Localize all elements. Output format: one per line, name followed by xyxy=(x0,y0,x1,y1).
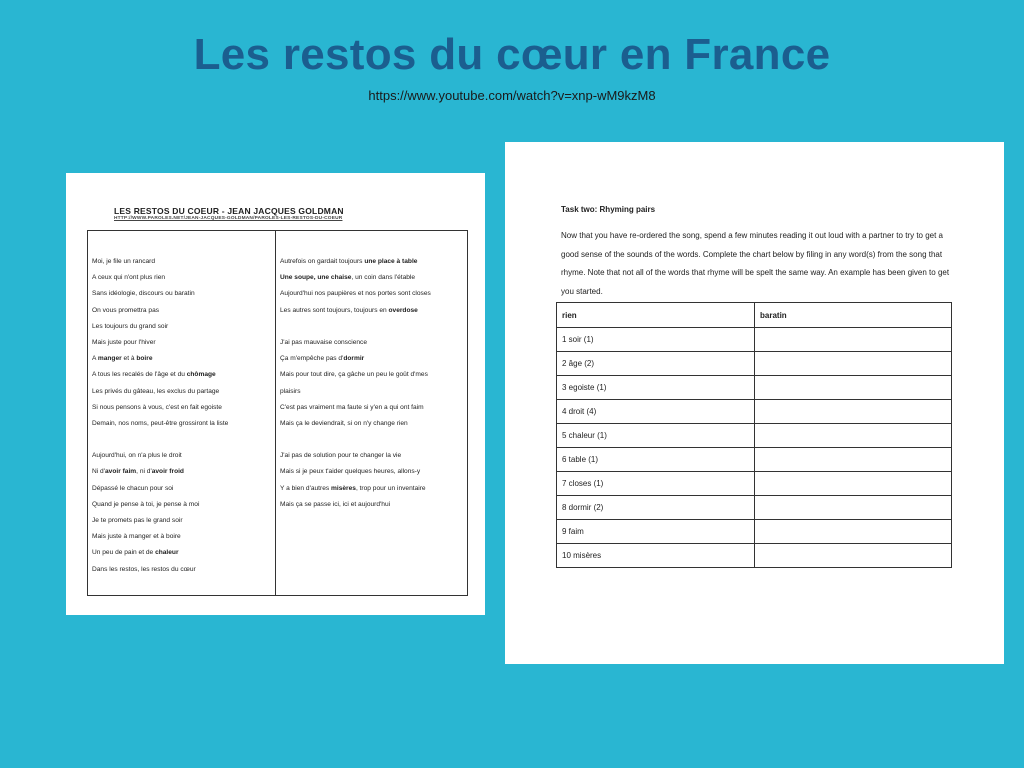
lyric-line: Y a bien d'autres misères, trop pour un inventaire xyxy=(280,484,426,492)
slide-title: Les restos du cœur en France xyxy=(193,30,831,79)
word-cell: 5 chaleur (1) xyxy=(557,424,755,448)
lyric-line: Dans les restos, les restos du cœur xyxy=(92,565,196,573)
answer-cell[interactable] xyxy=(755,352,952,376)
lyric-line: Un peu de pain et de chaleur xyxy=(92,549,179,557)
table-row xyxy=(557,424,952,448)
word-cell: 6 table (1) xyxy=(557,448,755,472)
answer-cell[interactable] xyxy=(755,328,952,352)
word-cell: 4 droit (4) xyxy=(557,400,755,424)
lyric-line: J'ai pas de solution pour te changer la vie xyxy=(280,452,402,460)
word-cell: 1 soir (1) xyxy=(557,328,755,352)
column-divider xyxy=(275,231,276,595)
table-row xyxy=(557,496,952,520)
stanza-gap xyxy=(280,435,466,451)
lyric-line: J'ai pas mauvaise conscience xyxy=(280,338,368,346)
lyric-line: Ça m'empêche pas d'dormir xyxy=(280,355,365,363)
lyric-line: Aujourd'hui, on n'a plus le droit xyxy=(92,452,182,460)
lyric-line: A ceux qui n'ont plus rien xyxy=(92,274,166,282)
lyric-line: Une soupe, une chaise, un coin dans l'étable xyxy=(280,274,416,282)
table-row xyxy=(557,448,952,472)
lyric-line: Si nous pensons à vous, c'est en fait egoiste xyxy=(92,403,222,411)
table-row xyxy=(557,328,952,352)
lyric-line: Sans idéologie, discours ou baratin xyxy=(92,290,195,298)
answer-cell[interactable] xyxy=(755,448,952,472)
lyric-line: Mais ça se passe ici, ici et aujourd'hui xyxy=(280,500,391,508)
word-cell: 10 misères xyxy=(557,544,755,568)
rhyme-table xyxy=(556,302,952,568)
lyric-line: Les privés du gâteau, les exclus du partage xyxy=(92,387,220,395)
table-row xyxy=(557,472,952,496)
lyrics-column-right xyxy=(280,257,466,516)
lyric-line: Mais pour tout dire, ça gâche un peu le goût d'mes xyxy=(280,371,428,379)
lyric-line: Aujourd'hui nos paupières et nos portes sont closes xyxy=(280,290,431,298)
lyric-line: Dépassé le chacun pour soi xyxy=(92,484,174,492)
lyrics-link[interactable]: HTTP://WWW.PAROLES.NET/JEAN-JACQUES-GOLDMAN/PAROLES-LES-RESTOS-DU-COEUR xyxy=(114,216,343,221)
table-header-row xyxy=(557,303,952,328)
lyric-line: A manger et à boire xyxy=(92,355,153,363)
lyric-line: Mais juste à manger et à boire xyxy=(92,533,181,541)
word-cell: 7 closes (1) xyxy=(557,472,755,496)
lyric-line: On vous promettra pas xyxy=(92,306,160,314)
lyric-line: Demain, nos noms, peut-être grossiront la liste xyxy=(92,419,229,427)
answer-cell[interactable] xyxy=(755,376,952,400)
lyric-line: Je te promets pas le grand soir xyxy=(92,517,183,524)
lyric-line: Autrefois on gardait toujours une place à table xyxy=(280,258,418,265)
lyric-line: Les autres sont toujours, toujours en overdose xyxy=(280,306,418,314)
lyric-line: Ni d'avoir faim, ni d'avoir froid xyxy=(92,468,184,476)
lyric-line: Mais si je peux t'aider quelques heures, allons-y xyxy=(280,468,421,476)
stanza-gap xyxy=(280,322,466,338)
answer-cell[interactable] xyxy=(755,424,952,448)
stanza-gap xyxy=(92,435,274,451)
word-cell: 8 dormir (2) xyxy=(557,496,755,520)
word-cell: 3 egoiste (1) xyxy=(557,376,755,400)
answer-cell[interactable] xyxy=(755,400,952,424)
task-instructions: Now that you have re-ordered the song, spend a few minutes reading it out loud with a partner to try to get a good sense of the sounds of the words. Complete the chart below by filing in any word(s) from the song that rhyme. Note that not all of the words that rhyme will be spelt the same way. An example has been given to get you started. xyxy=(561,231,950,296)
word-cell: 9 faim xyxy=(557,520,755,544)
table-row xyxy=(557,400,952,424)
lyrics-column-left xyxy=(92,257,274,581)
answer-cell[interactable] xyxy=(755,544,952,568)
lyric-line: Moi, je file un rancard xyxy=(92,258,156,265)
lyrics-title: LES RESTOS DU COEUR - JEAN JACQUES GOLDMAN xyxy=(114,206,344,216)
word-cell: 2 âge (2) xyxy=(557,352,755,376)
answer-cell[interactable] xyxy=(755,496,952,520)
table-row xyxy=(557,352,952,376)
table-row xyxy=(557,376,952,400)
table-row xyxy=(557,520,952,544)
lyrics-page xyxy=(66,173,485,615)
lyric-line: Mais juste pour l'hiver xyxy=(92,338,156,346)
answer-cell[interactable] xyxy=(755,472,952,496)
lyrics-table xyxy=(87,230,468,596)
header-cell: baratin xyxy=(755,303,952,328)
lyric-line: A tous les recalés de l'âge et du chômage xyxy=(92,371,216,379)
video-url[interactable]: https://www.youtube.com/watch?v=xnp-wM9kzM8 xyxy=(368,88,656,103)
task-page xyxy=(505,142,1004,664)
lyric-line: Quand je pense à toi, je pense à moi xyxy=(92,500,200,508)
task-title: Task two: Rhyming pairs xyxy=(561,205,656,214)
lyric-line: Mais ça le deviendrait, si on n'y change rien xyxy=(280,419,408,427)
lyric-line: C'est pas vraiment ma faute si y'en a qui ont faim xyxy=(280,403,424,411)
answer-cell[interactable] xyxy=(755,520,952,544)
header-cell: rien xyxy=(557,303,755,328)
lyric-line: plaisirs xyxy=(280,387,301,395)
lyric-line: Les toujours du grand soir xyxy=(92,322,169,330)
table-row xyxy=(557,544,952,568)
